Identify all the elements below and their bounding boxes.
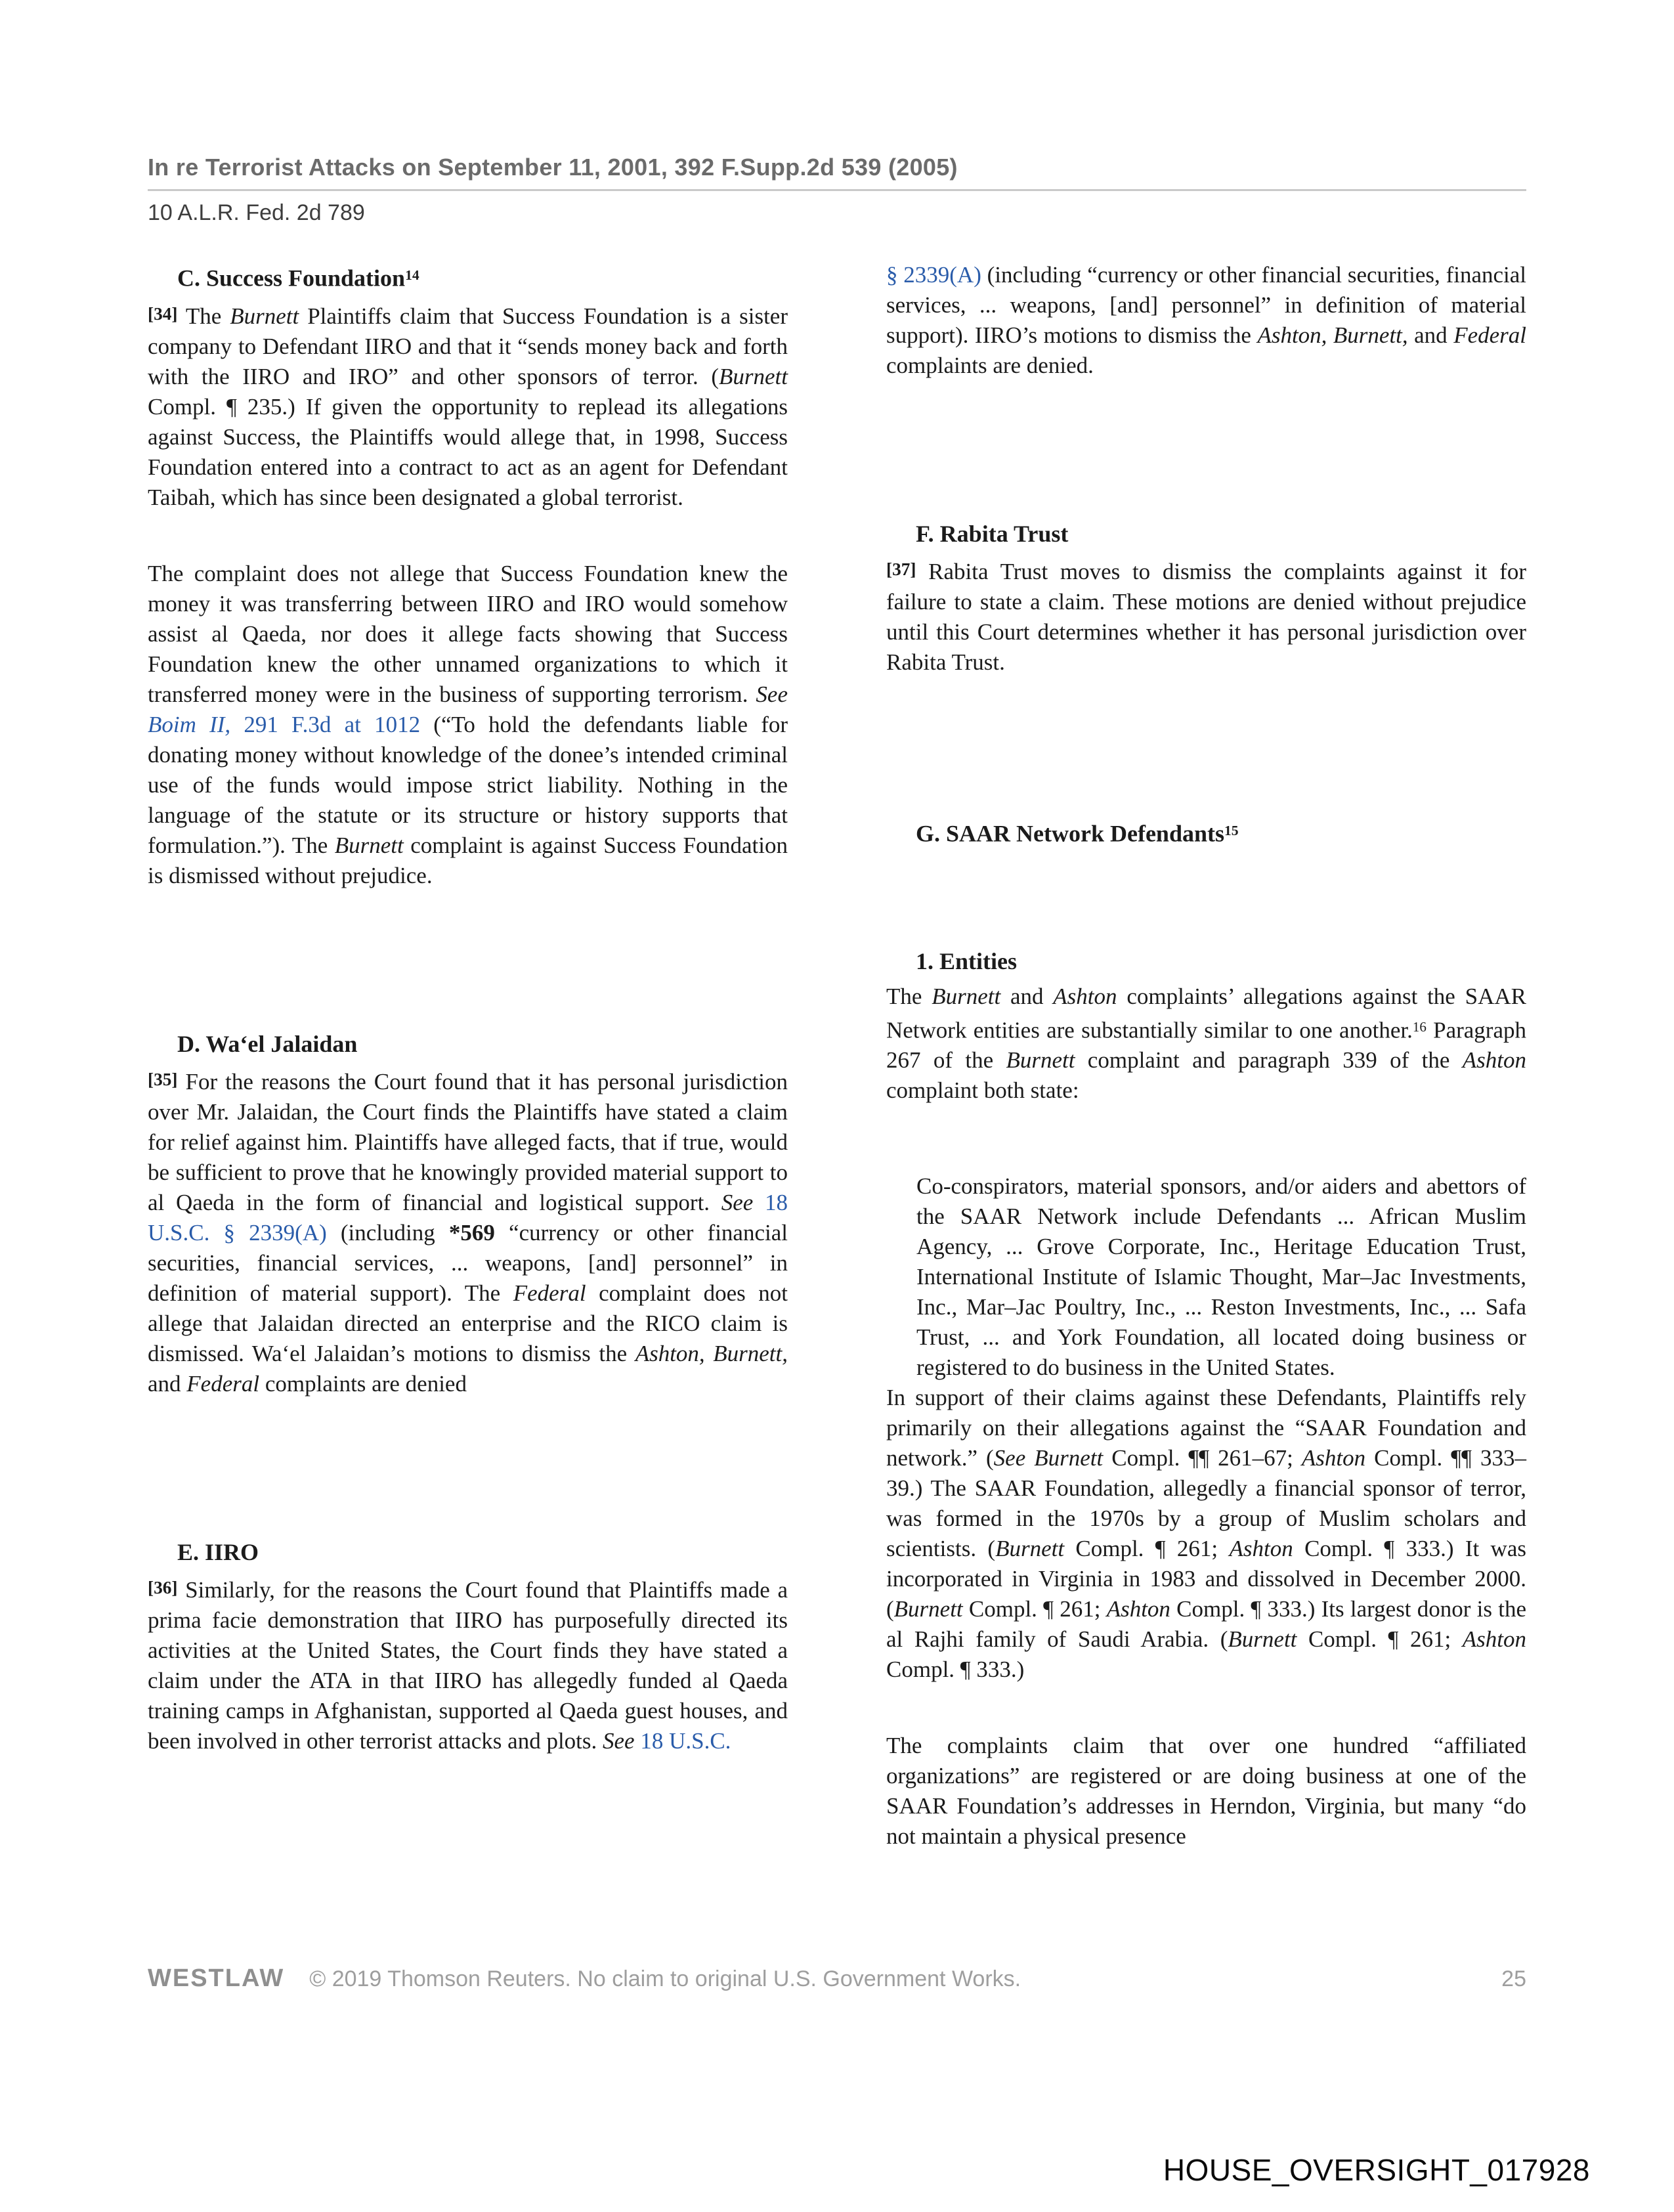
text-run: D. Wa‘el Jalaidan	[177, 1030, 358, 1057]
text-run: See	[721, 1189, 754, 1215]
document-footer	[148, 1964, 1526, 1993]
document-body	[148, 260, 1526, 1898]
headnote-number: [35]	[148, 1069, 178, 1089]
text-run: The complaints claim that over one hundred “affiliated organizations” are registered or are doing business at one of the SAAR Foundation’s addresses in Herndon, Virginia, but many “do not maintain a physical presence	[886, 1733, 1526, 1850]
text-run: Plaintiffs claim that Success Foundation is a sister company to Defendant IIRO and that it “sends money back and forth with the IIRO and IRO” and other sponsors of terror. (	[148, 303, 788, 389]
right-column	[886, 260, 1526, 1898]
text-run: Compl. ¶ 261;	[1297, 1626, 1463, 1653]
paragraph	[148, 1064, 788, 1399]
text-run: Compl. ¶¶ 333–39.) The SAAR Foundation, allegedly a financial sponsor of terror, was formed in the 1970s by a group of Muslim scholars and scientists. (	[886, 1445, 1526, 1562]
text-run: and	[1000, 983, 1054, 1009]
text-run: Burnett	[1228, 1626, 1297, 1653]
page-number: 25	[1501, 1966, 1526, 1991]
text-run: Ashton, Burnett,	[635, 1340, 788, 1366]
text-run: Federal	[1453, 322, 1526, 348]
text-run: Ashton	[1106, 1596, 1170, 1622]
citation-link[interactable]: 18 U.S.C. § 2339(A)	[148, 1189, 788, 1246]
text-run: Compl. ¶ 261;	[1064, 1536, 1230, 1562]
text-run: (including “currency or other financial securities, financial services, ... weapons, [and] personnel” in definition of material support). IIRO’s motions to dismiss the	[886, 262, 1526, 348]
text-run: complaint and paragraph 339 of the	[1075, 1047, 1463, 1073]
paragraph	[148, 1572, 788, 1756]
headnote-number: [37]	[886, 559, 916, 579]
citation-link[interactable]: § 2339(A)	[886, 262, 981, 288]
paragraph	[886, 1383, 1526, 1685]
block-quote	[886, 1171, 1526, 1383]
text-run: complaints are denied.	[886, 353, 1094, 378]
headnote-number: [34]	[148, 303, 178, 324]
text-run: (including	[326, 1219, 449, 1246]
text-run: C. Success Foundation	[177, 265, 406, 292]
text-run: Compl. ¶¶ 261–67;	[1103, 1445, 1302, 1471]
text-run: Compl. ¶ 333.) Its largest donor is the al Rajhi family of Saudi Arabia. (	[886, 1596, 1526, 1653]
text-run: complaints’ allegations against the SAAR Network entities are substantially similar to one another.	[886, 983, 1526, 1043]
text-run: (“To hold the defendants liable for donating money without knowledge of the donee’s intended criminal use of the funds would impose strict liability. Nothing in the language of the statute or its structure or history supports that formulation.”). The	[148, 711, 788, 858]
text-run: Burnett	[230, 303, 299, 329]
citation-link[interactable]: 291 F.3d at 1012	[230, 711, 421, 737]
text-run: Ashton, Burnett,	[1257, 322, 1408, 348]
paragraph	[886, 982, 1526, 1106]
bates-stamp: HOUSE_OVERSIGHT_017928	[1163, 2153, 1590, 2187]
paragraph	[148, 559, 788, 891]
text-run: The	[886, 983, 932, 1009]
citation-link[interactable]: Boim II,	[148, 711, 231, 737]
text-run: See	[603, 1727, 635, 1754]
document-header	[148, 154, 1526, 226]
westlaw-logo: WESTLAW	[148, 1964, 285, 1992]
text-run: F. Rabita Trust	[916, 521, 1069, 547]
text-run: The complaint does not allege that Success Foundation knew the money it was transferring between IIRO and IRO would somehow assist al Qaeda, nor does it allege facts showing that Success Foundation knew the other unnamed organizations to which it transferred money were in the business of supporting terrorism.	[148, 560, 788, 707]
text-run: Co-conspirators, material sponsors, and/or aiders and abettors of the SAAR Network include Defendants ... African Muslim Agency, ... Grove Corporate, Inc., Heritage Education Trust, International Institute of Islamic Thought, Mar–Jac Investments, Inc., Mar–Jac Poultry, Inc., ... Reston Investments, Inc., ... Safa Trust, ... and York Foundation, all located doing business or registered to do business in the United States.	[916, 1173, 1526, 1381]
footnote-reference: 14	[405, 267, 419, 283]
section-heading	[148, 260, 788, 293]
text-run: Paragraph 267 of the	[886, 1017, 1526, 1073]
text-run: Ashton	[1053, 983, 1117, 1009]
text-run: Compl. ¶ 333.) It was incorporated in Virginia in 1983 and dissolved in December 2000. (	[886, 1536, 1526, 1622]
case-title: In re Terrorist Attacks on September 11, 2001, 392 F.Supp.2d 539 (2005)	[148, 154, 958, 181]
text-run: Burnett	[932, 983, 1001, 1009]
paragraph	[148, 299, 788, 513]
text-run: For the reasons the Court found that it has personal jurisdiction over Mr. Jalaidan, the Court finds the Plaintiffs have stated a claim for relief against him. Plaintiffs have alleged facts, that if true, would be sufficient to prove that he knowingly provided material support to al Qaeda in the form of financial and logistical support.	[148, 1068, 788, 1215]
section-heading	[148, 1537, 788, 1567]
text-run: See Burnett	[993, 1445, 1104, 1471]
section-heading	[886, 946, 1526, 976]
star-page-number: *569	[448, 1219, 495, 1246]
text-run: Burnett	[893, 1596, 963, 1622]
text-run: and	[148, 1370, 187, 1397]
headnote-number: [36]	[148, 1577, 178, 1597]
text-run: Compl. ¶ 333.)	[886, 1657, 1025, 1683]
text-run: Ashton	[1462, 1047, 1526, 1073]
text-run: complaint does not allege that Jalaidan directed an enterprise and the RICO claim is dismissed. Wa‘el Jalaidan’s motions to dismiss the	[148, 1280, 788, 1366]
text-run: Compl. ¶ 235.) If given the opportunity to replead its allegations against Success, the Plaintiffs would allege that, in 1998, Success Foundation entered into a contract to act as an agent for Defendant Taibah, which has since been designated a global terrorist.	[148, 393, 788, 510]
section-heading	[886, 815, 1526, 849]
text-run: Compl. ¶ 261;	[962, 1596, 1107, 1622]
header-divider	[148, 189, 1526, 191]
text-run: Burnett	[995, 1536, 1065, 1562]
text-run: In support of their claims against these Defendants, Plaintiffs rely primarily on their allegations against the “SAAR Foundation and network.” (	[886, 1385, 1526, 1471]
text-run: complaint is against Success Foundation is dismissed without prejudice.	[148, 832, 788, 888]
text-run: E. IIRO	[177, 1538, 259, 1565]
paragraph	[886, 1731, 1526, 1852]
text-run: G. SAAR Network Defendants	[916, 820, 1224, 847]
text-run: 1. Entities	[916, 947, 1018, 974]
text-run: Burnett	[1006, 1047, 1075, 1073]
text-run: Burnett	[719, 363, 788, 389]
text-run: “currency or other financial securities, financial services, ... weapons, [and] personnel” in definition of material support). The	[148, 1219, 788, 1306]
citation-link[interactable]: 18 U.S.C.	[634, 1727, 731, 1754]
left-column	[148, 260, 788, 1898]
text-run: Ashton	[1229, 1536, 1293, 1562]
text-run: and	[1407, 322, 1454, 348]
footnote-reference: 16	[1412, 1018, 1427, 1035]
paragraph	[886, 260, 1526, 381]
text-run: See	[756, 681, 788, 707]
text-run: Federal	[186, 1370, 260, 1397]
section-heading	[148, 1029, 788, 1059]
case-citation: 10 A.L.R. Fed. 2d 789	[148, 200, 365, 225]
paragraph	[886, 554, 1526, 678]
text-run: Similarly, for the reasons the Court found that Plaintiffs made a prima facie demonstration that IIRO has purposefully directed its activities at the United States, the Court finds they have stated a claim under the ATA in that IIRO has allegedly funded al Qaeda training camps in Afghanistan, supported al Qaeda guest houses, and been involved in other terrorist attacks and plots.	[148, 1576, 788, 1754]
text-run: complaints are denied	[259, 1370, 467, 1397]
footnote-reference: 15	[1224, 823, 1239, 838]
section-heading	[886, 519, 1526, 549]
text-run: Ashton	[1462, 1626, 1526, 1653]
text-run: Ashton	[1301, 1445, 1366, 1471]
text-run: The	[177, 303, 230, 329]
text-run: Burnett	[334, 832, 404, 858]
text-run: Rabita Trust moves to dismiss the complaints against it for failure to state a claim. These motions are denied without prejudice until this Court determines whether it has personal jurisdiction over Rabita Trust.	[886, 559, 1526, 675]
text-run: Federal	[513, 1280, 586, 1306]
copyright-notice: © 2019 Thomson Reuters. No claim to original U.S. Government Works.	[309, 1966, 1021, 1991]
text-run: complaint both state:	[886, 1077, 1079, 1104]
